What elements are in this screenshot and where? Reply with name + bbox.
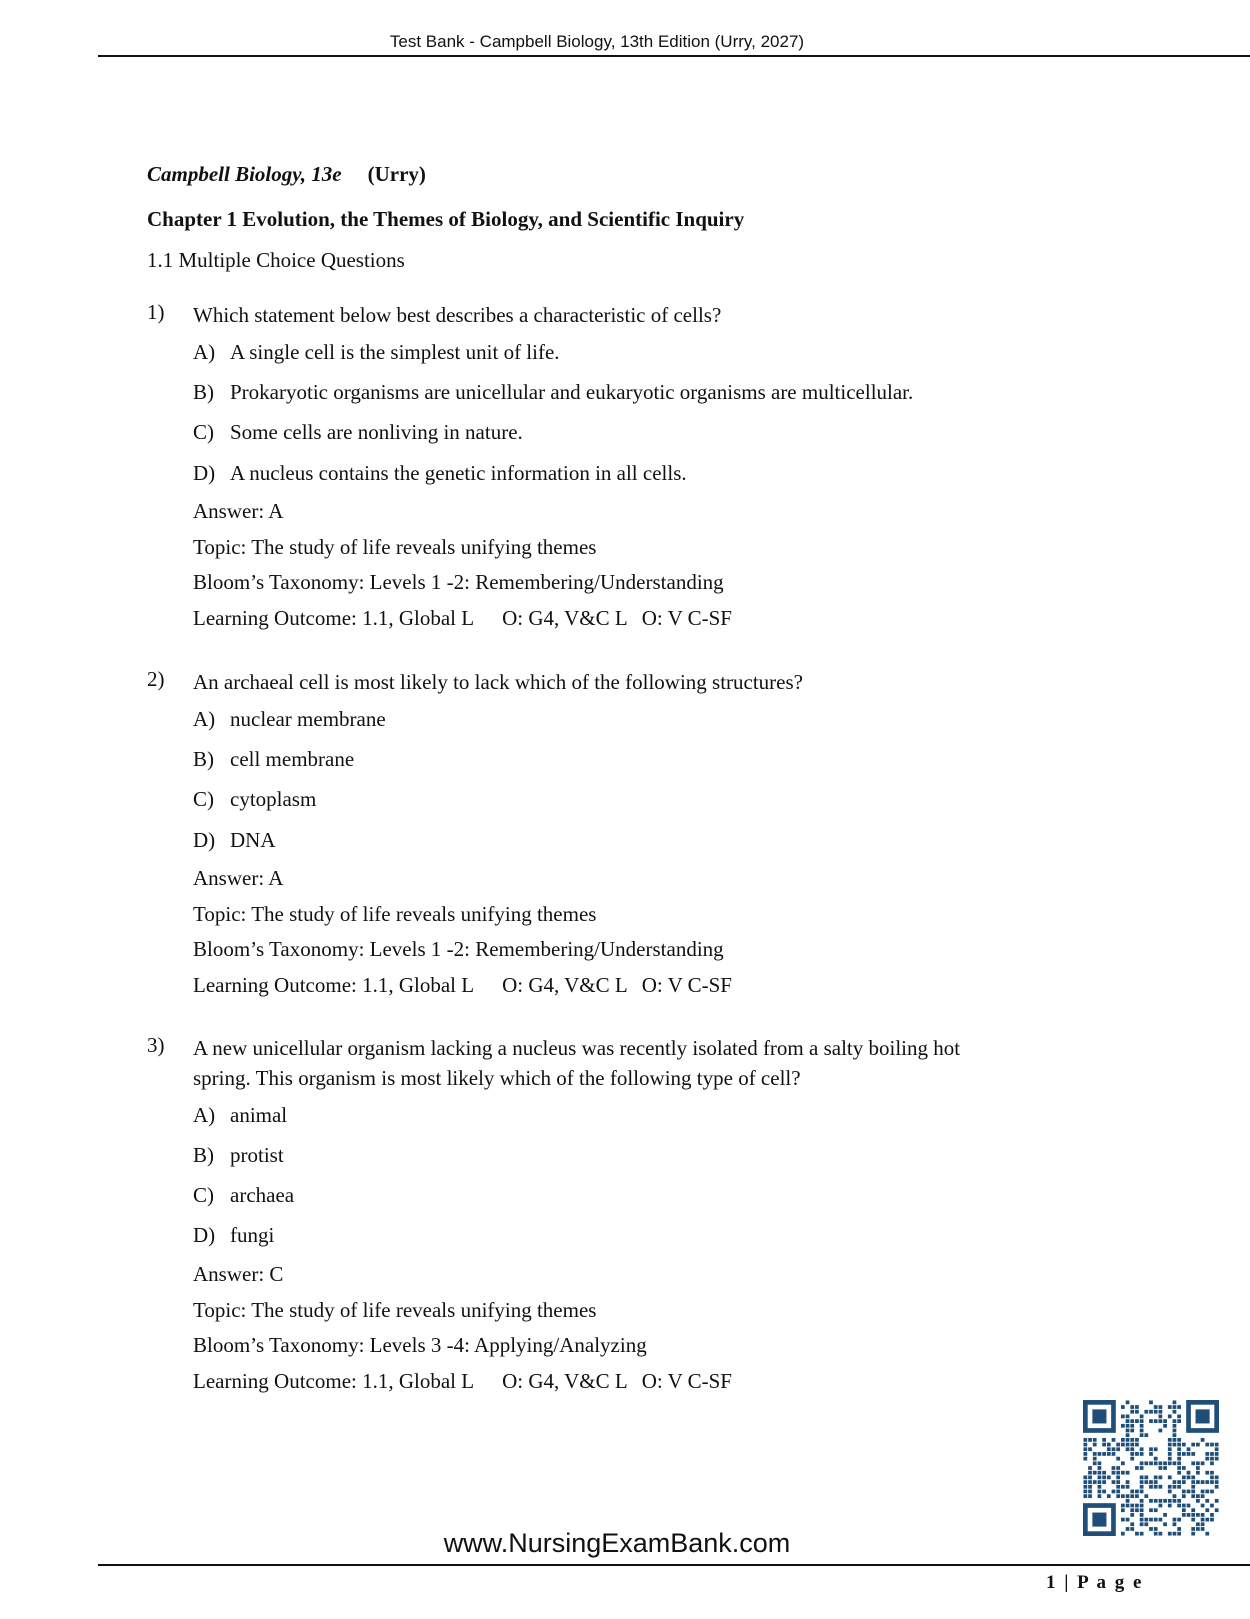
answer: Answer: C <box>193 1262 284 1286</box>
book-name: Campbell Biology, 13e <box>147 162 342 186</box>
learning-outcome: Learning Outcome: 1.1, Global L O: G4, V&C L O: V C-SF <box>193 973 732 997</box>
question-3 <box>147 1033 1047 1393</box>
option-b: B) Prokaryotic organisms are unicellular and eukaryotic organisms are multicellular. <box>193 380 914 404</box>
answer: Answer: A <box>193 866 284 890</box>
header-rule <box>98 55 1250 57</box>
book-title <box>147 162 426 187</box>
chapter-heading: Chapter 1 Evolution, the Themes of Biology, and Scientific Inquiry <box>147 207 745 231</box>
question-number: 3) <box>147 1033 165 1057</box>
option-c: C) Some cells are nonliving in nature. <box>193 420 523 444</box>
question-number: 1) <box>147 300 165 324</box>
option-d: D) DNA <box>193 828 276 852</box>
option-b: B) protist <box>193 1143 284 1167</box>
question-number: 2) <box>147 667 165 691</box>
question-2 <box>147 667 1047 997</box>
option-a: A) A single cell is the simplest unit of life. <box>193 340 560 364</box>
page-number: 1 | P a g e <box>1046 1572 1144 1593</box>
question-text: An archaeal cell is most likely to lack which of the following structures? <box>193 670 803 694</box>
option-c: C) cytoplasm <box>193 787 317 811</box>
option-d: D) A nucleus contains the genetic information in all cells. <box>193 461 687 485</box>
topic: Topic: The study of life reveals unifying themes <box>193 535 597 559</box>
question-text: Which statement below best describes a characteristic of cells? <box>193 303 722 327</box>
topic: Topic: The study of life reveals unifying themes <box>193 902 597 926</box>
bloom-taxonomy: Bloom’s Taxonomy: Levels 1 -2: Remembering/Understanding <box>193 937 724 961</box>
footer-rule <box>98 1564 1250 1566</box>
learning-outcome: Learning Outcome: 1.1, Global L O: G4, V&C L O: V C-SF <box>193 1369 732 1393</box>
question-text: A new unicellular organism lacking a nucleus was recently isolated from a salty boiling hot spring. This organism is most likely which of the following type of cell? <box>193 1036 961 1090</box>
question-1 <box>147 300 1047 630</box>
bloom-taxonomy: Bloom’s Taxonomy: Levels 3 -4: Applying/Analyzing <box>193 1333 647 1357</box>
option-a: A) animal <box>193 1103 288 1127</box>
header-title: Test Bank - Campbell Biology, 13th Edition (Urry, 2027) <box>389 32 805 51</box>
option-a: A) nuclear membrane <box>193 707 386 731</box>
bloom-taxonomy: Bloom’s Taxonomy: Levels 1 -2: Remembering/Understanding <box>193 570 724 594</box>
book-author: (Urry) <box>367 162 426 186</box>
option-d: D) fungi <box>193 1223 275 1247</box>
qr-code <box>1083 1400 1219 1536</box>
topic: Topic: The study of life reveals unifying themes <box>193 1298 597 1322</box>
footer-url[interactable]: www.NursingExamBank.com <box>443 1528 791 1558</box>
answer: Answer: A <box>193 499 284 523</box>
section-heading: 1.1 Multiple Choice Questions <box>147 248 405 272</box>
option-c: C) archaea <box>193 1183 295 1207</box>
option-b: B) cell membrane <box>193 747 355 771</box>
learning-outcome: Learning Outcome: 1.1, Global L O: G4, V&C L O: V C-SF <box>193 606 732 630</box>
